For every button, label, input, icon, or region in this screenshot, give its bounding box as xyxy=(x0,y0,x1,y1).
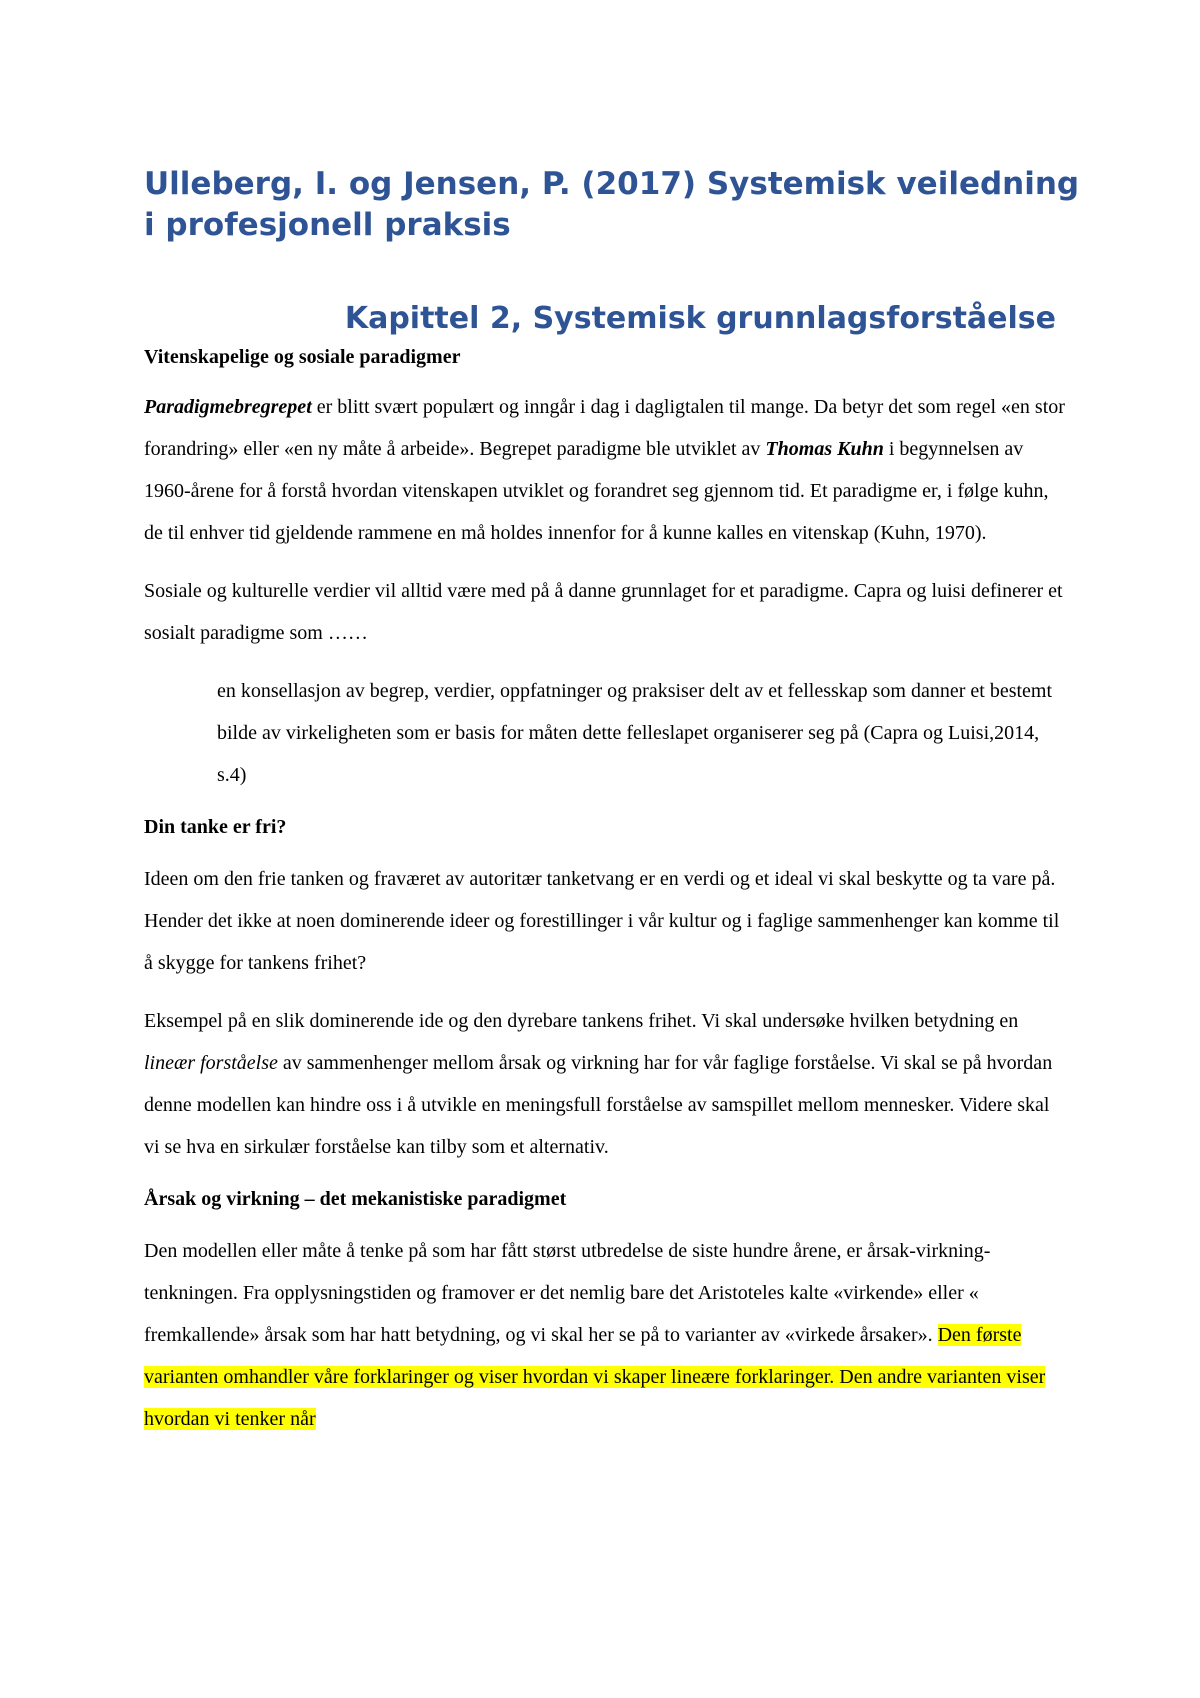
document-body xyxy=(144,342,1069,1456)
paragraph-linear-understanding xyxy=(144,1000,1069,1168)
paragraph-social-values: Sosiale og kulturelle verdier vil alltid være med på å danne grunnlaget for et paradigme. Capra og luisi definerer et sosialt paradigme som …… xyxy=(144,580,1063,644)
term-paradigm-concept: Paradigmebregrepet xyxy=(144,396,312,418)
chapter-heading: Kapittel 2, Systemisk grunnlagsforståelse xyxy=(344,301,1056,336)
block-quote-capra-luisi: en konsellasjon av begrep, verdier, oppfatninger og praksiser delt av et fellesskap som danner et bestemt bilde av virkeligheten som er basis for måten dette felleslapet organiserer seg på (Capra og Luisi,2014, s.4) xyxy=(217,680,1053,786)
paragraph-text: i begynnelsen av 1960-årene for å forstå hvordan vitenskapen utviklet og forandret seg gjennom tid. Et paradigme er, i følge kuhn, de til enhver tid gjeldende rammene en må holdes innenfor for å kunne kalles en vitenskap (Kuhn, 1970). xyxy=(144,438,1049,544)
name-thomas-kuhn: Thomas Kuhn xyxy=(765,438,884,460)
section-heading-cause-effect: Årsak og virkning – det mekanistiske paradigmet xyxy=(144,1188,567,1210)
paragraph-cause-effect xyxy=(144,1230,1069,1440)
paragraph-paradigm-concept xyxy=(144,386,1069,554)
term-linear-understanding: lineær forståelse xyxy=(144,1052,278,1074)
highlighted-text: Den første varianten omhandler våre forklaringer og viser hvordan vi skaper lineære forklaringer. Den andre varianten viser hvordan vi tenker når xyxy=(144,1324,1046,1430)
paragraph-free-thought: Ideen om den frie tanken og fraværet av autoritær tanketvang er en verdi og et ideal vi skal beskytte og ta vare på. Hender det ikke at noen dominerende ideer og forestillinger i vår kultur og i faglige sammenhenger kan komme til å skygge for tankens frihet? xyxy=(144,868,1060,974)
section-heading-paradigms: Vitenskapelige og sosiale paradigmer xyxy=(144,346,461,368)
paragraph-text: Den modellen eller måte å tenke på som har fått størst utbredelse de siste hundre årene, er årsak-virkning- tenkningen. Fra opplysningstiden og framover er det nemlig bare det Aristoteles kalte «virkende» eller « fremkallende» årsak som har hatt betydning, og vi skal her se på to varianter av «virkede årsaker». xyxy=(144,1240,991,1346)
paragraph-text: er blitt svært populært og inngår i dag i dagligtalen til mange. Da betyr det som regel «en stor forandring» eller «en ny måte å arbeide». Begrepet paradigme ble utviklet av xyxy=(144,396,1065,460)
paragraph-text: av sammenhenger mellom årsak og virkning har for vår faglige forståelse. Vi skal se på hvordan denne modellen kan hindre oss i å utvikle en meningsfull forståelse av samspillet mellom mennesker. Videre skal vi se hva en sirkulær forståelse kan tilby som et alternativ. xyxy=(144,1052,1053,1158)
document-title: Ulleberg, I. og Jensen, P. (2017) Systemisk veiledning i profesjonell praksis xyxy=(144,166,1080,243)
section-heading-free-thought: Din tanke er fri? xyxy=(144,816,287,838)
paragraph-text: Eksempel på en slik dominerende ide og den dyrebare tankens frihet. Vi skal undersøke hvilken betydning en xyxy=(144,1010,1019,1032)
